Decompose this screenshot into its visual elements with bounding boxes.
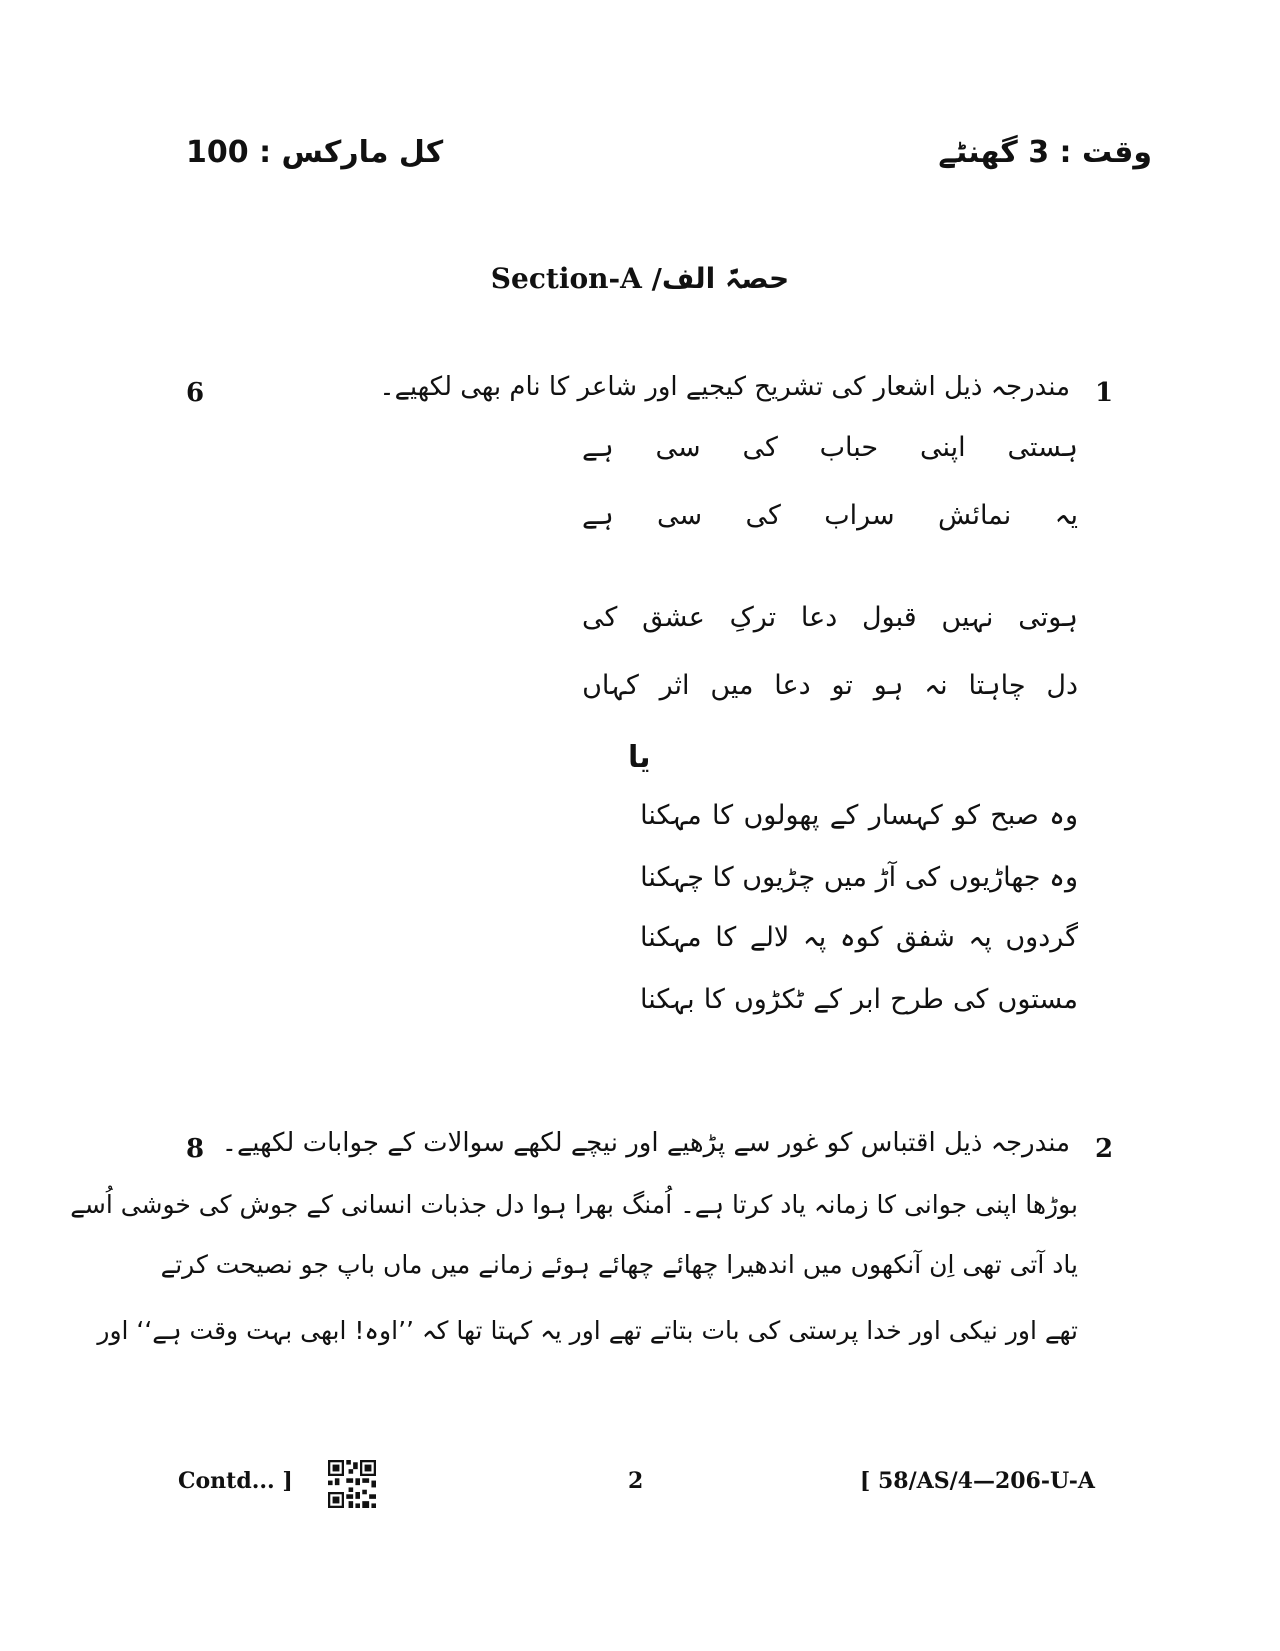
- verse-word: نہیں: [941, 602, 994, 633]
- verse-word: چہکنا: [640, 862, 704, 893]
- verse-word: دعا: [800, 602, 838, 633]
- verse-word: پہ: [802, 922, 827, 953]
- passage-line: یاد آتی تھی اِن آنکھوں میں اندھیرا چھائے چھائے ہوئے زمانے میں ماں باپ جو نصیحت کرتے: [160, 1250, 1078, 1279]
- time-allowed: وقت : 3 گھنٹے: [938, 135, 1152, 170]
- verse-word: کوہ: [839, 922, 883, 953]
- verse-word: ٹکڑوں: [733, 984, 805, 1015]
- qr-code-icon: [328, 1460, 376, 1508]
- verse-word: کے: [813, 984, 842, 1015]
- question-marks: 8: [186, 1134, 205, 1164]
- verse-word: شفق: [896, 922, 955, 953]
- passage-line: بوڑھا اپنی جوانی کا زمانہ یاد کرتا ہے۔ اُمنگ بھرا ہوا دل جذبات انسانی کے جوش کی خوشی اُسے: [70, 1190, 1078, 1219]
- verse-word: میں: [823, 862, 867, 893]
- verse-word: سی: [657, 500, 703, 531]
- verse-word: ابر: [851, 984, 881, 1015]
- verse-word: ہوتی: [1018, 602, 1078, 633]
- couplet-line: [582, 500, 1078, 531]
- section-title-english: Section-A: [490, 262, 642, 295]
- verse-word: کا: [712, 800, 734, 831]
- verse-word: مہکنا: [640, 922, 702, 953]
- verse-word: ترکِ: [729, 602, 777, 633]
- poem-line: [640, 800, 1078, 831]
- verse-word: کی: [953, 984, 989, 1015]
- couplet-line: [582, 670, 1078, 701]
- page-number: 2: [628, 1468, 644, 1494]
- verse-word: یہ: [1054, 500, 1078, 531]
- question-instruction: مندرجہ ذیل اشعار کی تشریح کیجیے اور شاعر کا نام بھی لکھیے۔: [379, 372, 1070, 402]
- total-marks: کل مارکس : 100: [186, 135, 444, 170]
- verse-word: مہکنا: [640, 800, 702, 831]
- verse-word: کی: [742, 432, 778, 463]
- verse-word: کا: [703, 984, 725, 1015]
- continued-label: Contd... ]: [178, 1468, 293, 1494]
- verse-word: کا: [715, 922, 737, 953]
- verse-word: دل: [1046, 670, 1078, 701]
- verse-word: قبول: [862, 602, 917, 633]
- verse-word: اثر: [659, 670, 690, 701]
- verse-word: صبح: [990, 800, 1039, 831]
- verse-word: کہاں: [582, 670, 639, 701]
- verse-word: آڑ: [875, 862, 897, 893]
- verse-word: کی: [582, 602, 618, 633]
- verse-word: وہ: [1049, 800, 1078, 831]
- verse-word: کا: [712, 862, 734, 893]
- verse-word: نہ: [924, 670, 948, 701]
- verse-word: تو: [831, 670, 853, 701]
- verse-word: حباب: [819, 432, 879, 463]
- verse-word: اپنی: [919, 432, 966, 463]
- verse-word: کی: [745, 500, 781, 531]
- question-instruction: مندرجہ ذیل اقتباس کو غور سے پڑھیے اور نیچے لکھے سوالات کے جوابات لکھیے۔: [221, 1128, 1070, 1158]
- question-marks: 6: [186, 378, 205, 408]
- section-title: [0, 262, 1280, 295]
- verse-word: چاہتا: [968, 670, 1026, 701]
- verse-word: وہ: [1049, 862, 1078, 893]
- verse-word: کے: [829, 800, 859, 831]
- verse-word: پھولوں: [743, 800, 820, 831]
- section-title-urdu: حصہّ الف/: [651, 262, 790, 295]
- verse-word: مستوں: [997, 984, 1078, 1015]
- verse-word: لالے: [749, 922, 790, 953]
- verse-word: سی: [655, 432, 701, 463]
- verse-word: عشق: [642, 602, 705, 633]
- question-number: 1: [1095, 378, 1114, 408]
- verse-word: پہ: [968, 922, 992, 953]
- poem-line: [640, 862, 1078, 893]
- verse-word: ہستی: [1007, 432, 1078, 463]
- couplet-line: [582, 602, 1078, 633]
- verse-word: سراب: [824, 500, 895, 531]
- verse-word: جھاڑیوں: [948, 862, 1041, 893]
- question-number: 2: [1095, 1134, 1114, 1164]
- paper-code: [ 58/AS/4—206-U-A: [859, 1468, 1095, 1494]
- verse-word: ہے: [582, 500, 614, 531]
- verse-word: دعا: [774, 670, 811, 701]
- poem-line: [640, 984, 1078, 1015]
- verse-word: طرح: [890, 984, 944, 1015]
- verse-word: ہے: [582, 432, 614, 463]
- verse-word: گردوں: [1005, 922, 1078, 953]
- verse-word: ہو: [873, 670, 904, 701]
- verse-word: کہسار: [868, 800, 943, 831]
- verse-word: میں: [710, 670, 754, 701]
- passage-line: تھے اور نیکی اور خدا پرستی کی بات بتاتے تھے اور یہ کہتا تھا کہ ’’اوہ! ابھی بہت وقت ہے‘‘ اور: [97, 1316, 1078, 1345]
- poem-line: [640, 922, 1078, 953]
- verse-word: نمائش: [938, 500, 1012, 531]
- verse-word: کی: [904, 862, 941, 893]
- verse-word: چڑیوں: [742, 862, 816, 893]
- verse-word: کو: [953, 800, 980, 831]
- couplet-line: [582, 432, 1078, 463]
- or-label: یا: [628, 740, 651, 775]
- verse-word: بہکنا: [640, 984, 695, 1015]
